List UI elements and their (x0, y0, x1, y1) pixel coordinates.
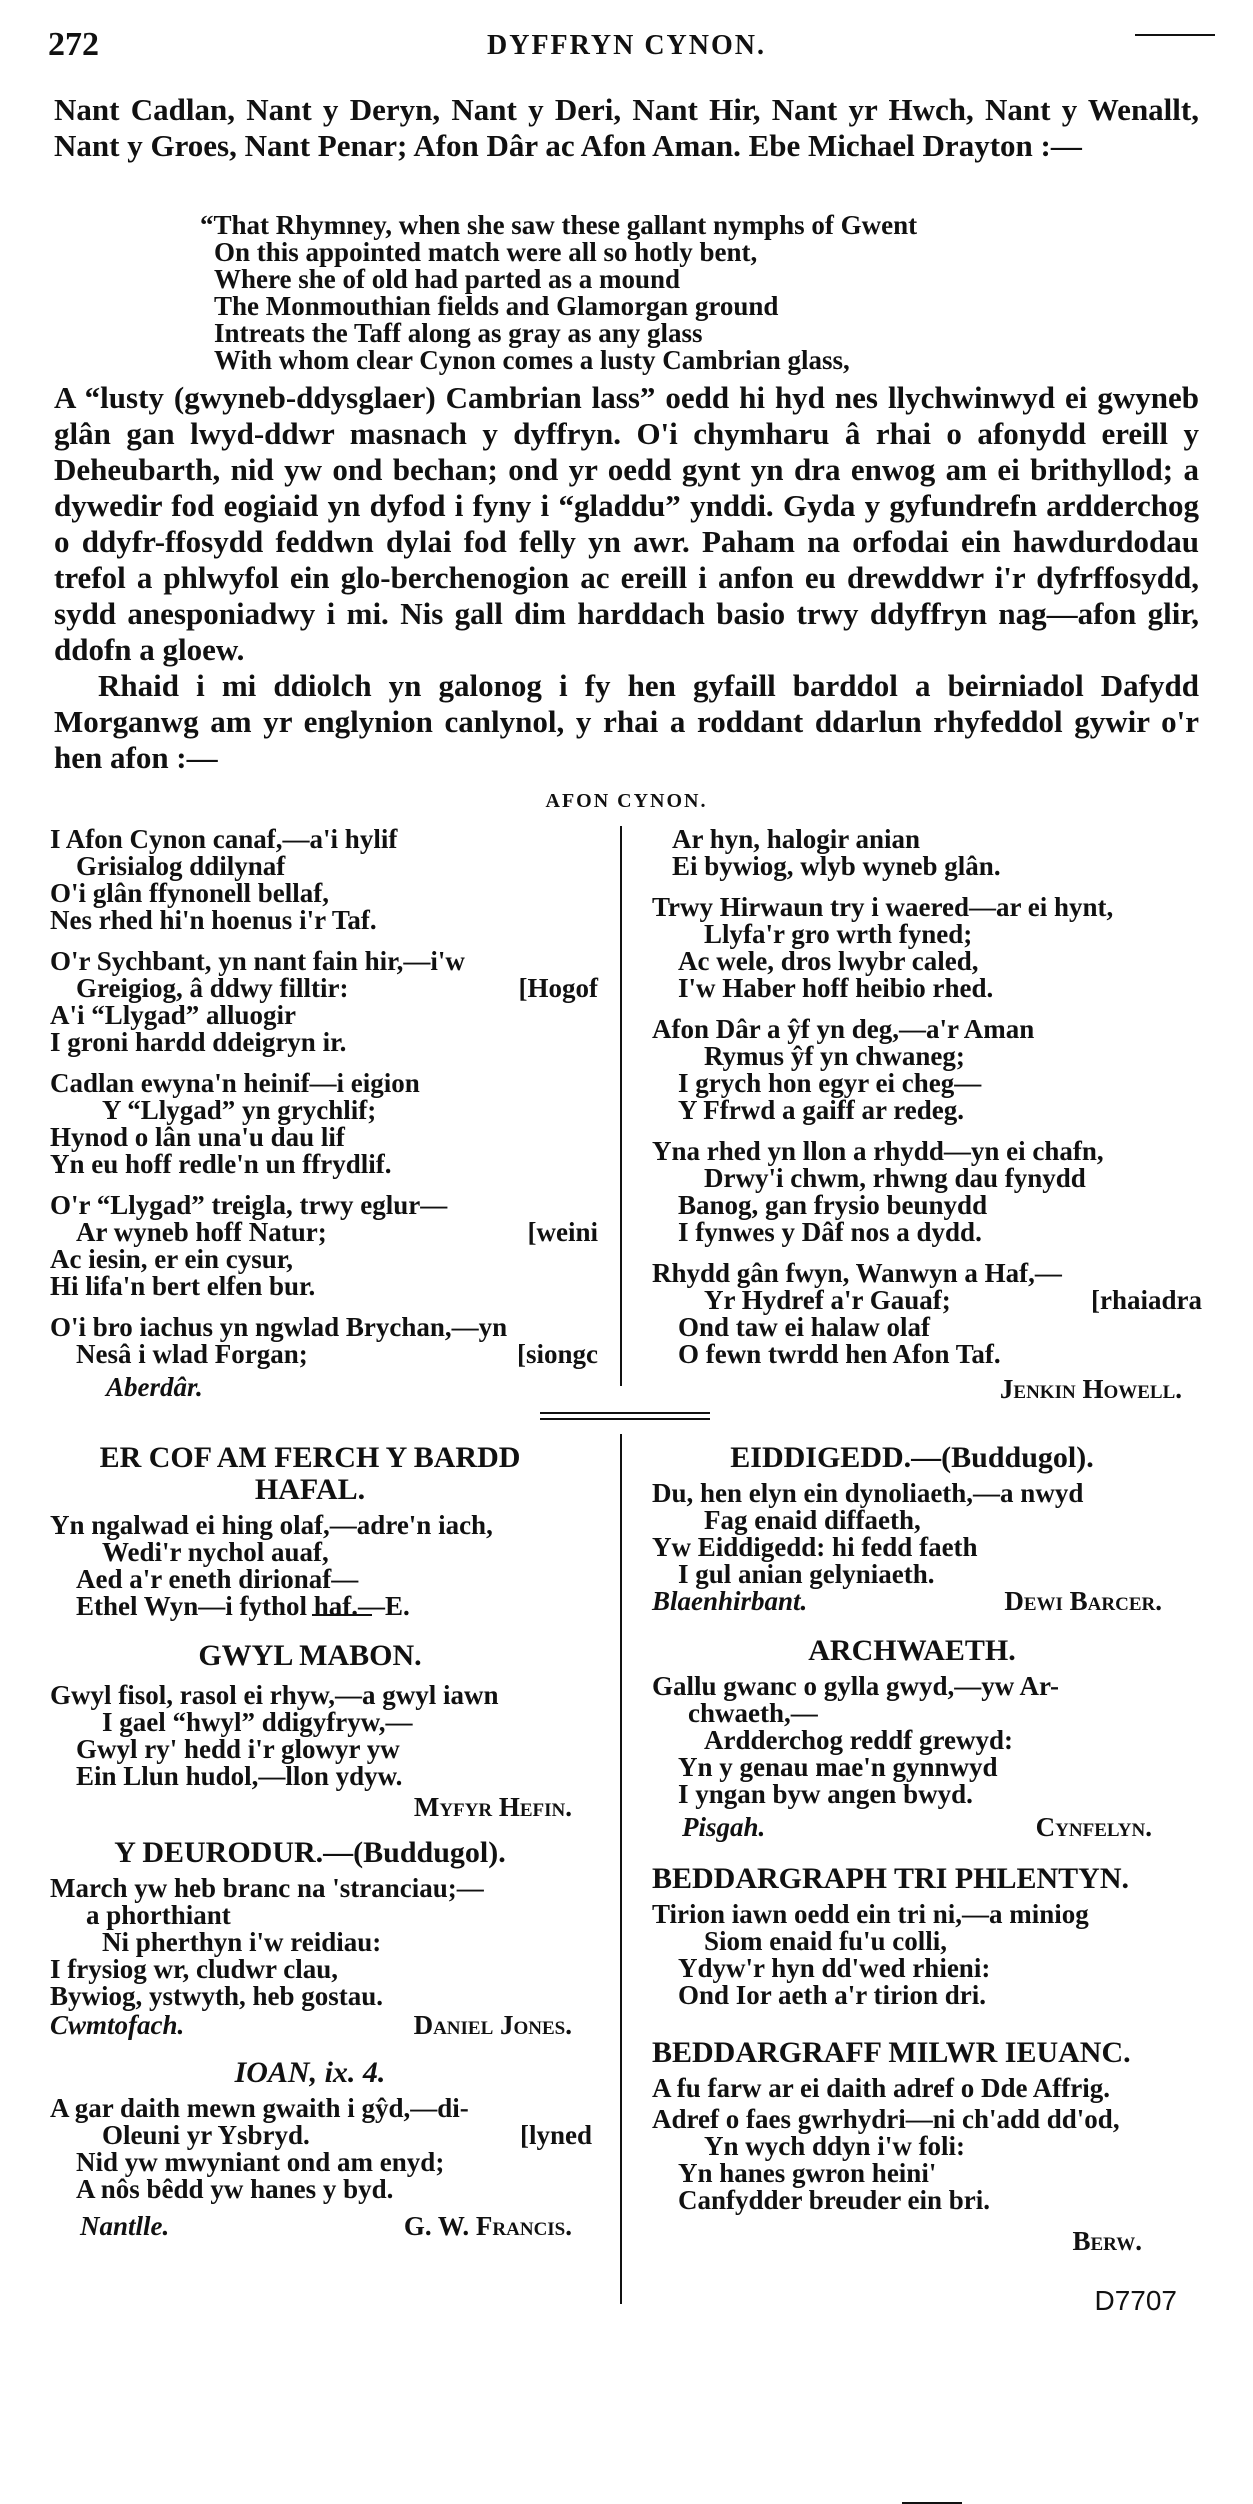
stanza (652, 894, 1202, 1002)
verse-line: Drwy'i chwm, rhwng dau fynydd (704, 1163, 1086, 1193)
verse-line: Ni pherthyn i'w reidiau: (102, 1927, 382, 1957)
verse-line: Banog, gan frysio beunydd (678, 1190, 988, 1220)
verse-line: Hynod o lân una'u dau lif (50, 1122, 345, 1152)
verse-line: Yn wych ddyn i'w foli: (704, 2131, 966, 2161)
verse-line: Afon Dâr a ŷf yn deg,—a'r Aman (652, 1014, 1035, 1044)
signature-line (652, 1588, 1202, 1615)
page-number: 272 (48, 26, 99, 63)
verse-line: O'i glân ffynonell bellaf, (50, 878, 330, 908)
stanza (50, 948, 598, 1056)
signature-line (652, 1814, 1202, 1841)
gwyl-mabon-title: GWYL MABON. (198, 1639, 422, 1672)
section-divider (540, 1412, 710, 1420)
verse-line: I groni hardd ddeigryn ir. (50, 1027, 347, 1057)
verse-line: Yn hanes gwron heini' (678, 2158, 937, 2188)
y-deurodur-poem (50, 1875, 602, 2039)
place-signature: Pisgah. (682, 1812, 766, 1842)
paragraph-1 (54, 92, 1199, 164)
stanza (652, 1138, 1202, 1246)
verse-line: Ein Llun hudol,—llon ydyw. (76, 1761, 403, 1791)
paragraph-2-text: A “lusty (gwyneb-ddysglaer) Cambrian lass” oedd hi hyd nes llychwinwyd ei gwyneb glân gan lwyd-ddwr masnach y dyffryn. O'i chymharu â rhai o afonydd ereill y Deheubarth, nid yw ond bechan; ond yr oedd gynt yn dra enwog am ei brithyllod; a dywedir fod eogiaid yn dyfod i fyny i “gladdu” ynddi. Gyda y gyfundrefn ardderchog o ddyfr-ffosydd feddwn dylai fod felly yn awr. Paham na orfodai ein hawdurdodau trefol a phlwyfol ein glo-berchenogion ac ereill i anfon eu drewddwr i'r dyfrffosydd, sydd anesponiadwy i mi. Nis gall dim harddach basio trwy ddyffryn nag—afon glir, ddofn a gloew. (54, 380, 1199, 667)
overflow-word: [siongc (517, 1339, 598, 1369)
intro-line: A fu farw ar ei daith adref o Dde Affrig. (652, 2073, 1110, 2103)
verse-line: I fynwes y Dâf nos a dydd. (678, 1217, 982, 1247)
ioan-title: IOAN, ix. 4. (234, 2056, 386, 2089)
verse-line (50, 2122, 602, 2149)
beddargraff-milwr-poem (652, 2075, 1202, 2255)
paragraph-3-text: Rhaid i mi ddiolch yn galonog i fy hen gyfaill barddol a beirniadol Dafydd Morganwg am yr englynion canlynol, y rhai a roddant ddarlun rhyfeddol gywir o'r hen afon :— (54, 668, 1199, 775)
stanza (50, 826, 598, 934)
verse-line: Grisialog ddilynaf (76, 851, 286, 881)
overflow-word: [lyned (519, 2120, 592, 2150)
verse-text: Greigiog, â ddwy filltir: (76, 973, 349, 1003)
verse-line: Yn eu hoff redle'n un ffrydlif. (50, 1149, 392, 1179)
verse-line: I gul anian gelyniaeth. (678, 1559, 935, 1589)
overflow-word: [weini (527, 1217, 598, 1247)
stanza (50, 1192, 598, 1300)
short-rule (312, 1614, 372, 1616)
catalog-number: D7707 (1094, 2285, 1177, 2316)
verse-line: Aed a'r eneth dirionaf— (76, 1564, 359, 1594)
author-signature: G. W. Francis. (403, 2211, 572, 2241)
paragraph-1-text: Nant Cadlan, Nant y Deryn, Nant y Deri, Nant Hir, Nant yr Hwch, Nant y Wenallt, Nant y Groes, Nant Penar; Afon Dâr ac Afon Aman. Ebe Michael Drayton :— (54, 92, 1199, 163)
verse-line: Ei bywiog, wlyb wyneb glân. (672, 851, 1001, 881)
author-signature: Cynfelyn. (1035, 1812, 1152, 1842)
drayton-quote (200, 212, 1200, 374)
running-head: DYFFRYN CYNON. (487, 30, 766, 61)
eiddigedd-poem (652, 1480, 1202, 1615)
quote-line: “That Rhymney, when she saw these gallant nymphs of Gwent (200, 210, 918, 240)
quote-line: The Monmouthian fields and Glamorgan ground (214, 291, 779, 321)
archwaeth-title: ARCHWAETH. (808, 1634, 1016, 1667)
verse-line: chwaeth,— (688, 1698, 818, 1728)
verse-text: Yr Hydref a'r Gauaf; (704, 1285, 951, 1315)
beddargraph-tri-title: BEDDARGRAPH TRI PHLENTYN. (652, 1862, 1129, 1895)
beddargraph-tri-poem (652, 1901, 1202, 2009)
afon-cynon-left-column (50, 826, 598, 1415)
verse-line: Ydyw'r hyn dd'wed rhieni: (678, 1953, 991, 1983)
signature-line (50, 2213, 602, 2240)
verse-line: Y Ffrwd a gaiff ar redeg. (678, 1095, 964, 1125)
verse-line: I Afon Cynon canaf,—a'i hylif (50, 824, 398, 854)
verse-line: A gar daith mewn gwaith i gŷd,—di- (50, 2093, 469, 2123)
verse-line: Ac wele, dros lwybr caled, (678, 946, 979, 976)
stanza (652, 826, 1202, 880)
lower-left-column (50, 1442, 602, 2240)
verse-line: Siom enaid fu'u colli, (704, 1926, 948, 1956)
verse-line: Ond taw ei halaw olaf (678, 1312, 931, 1342)
verse-text: Oleuni yr Ysbryd. (102, 2120, 310, 2150)
verse-line (50, 1341, 598, 1368)
eiddigedd-title: EIDDIGEDD.—(Buddugol). (730, 1441, 1094, 1474)
verse-line: Tirion iawn oedd ein tri ni,—a miniog (652, 1899, 1089, 1929)
verse-line: O'r Sychbant, yn nant fain hir,—i'w (50, 946, 465, 976)
beddargraff-milwr-title: BEDDARGRAFF MILWR IEUANC. (652, 2036, 1131, 2069)
author-signature: Dewi Barcer. (1004, 1586, 1162, 1616)
verse-line: Llyfa'r gro wrth fyned; (704, 919, 973, 949)
verse-line: Gwyl fisol, rasol ei rhyw,—a gwyl iawn (50, 1680, 499, 1710)
verse-line: A nôs bêdd yw hanes y byd. (76, 2174, 394, 2204)
verse-line: Adref o faes gwrhydri—ni ch'add dd'od, (652, 2104, 1120, 2134)
afon-cynon-right-column (652, 826, 1202, 1417)
verse-line: I yngan byw angen bwyd. (678, 1779, 973, 1809)
quote-line: On this appointed match were all so hotly bent, (214, 237, 758, 267)
verse-line (50, 1219, 598, 1246)
verse-line: Yna rhed yn llon a rhydd—yn ei chafn, (652, 1136, 1104, 1166)
overflow-word: [rhaiadra (1091, 1285, 1202, 1315)
place-signature: Blaenhirbant. (652, 1586, 808, 1616)
verse-line: Cadlan ewyna'n heinif—i eigion (50, 1068, 420, 1098)
ioan-poem (50, 2095, 602, 2240)
verse-line: Yw Eiddigedd: hi fedd faeth (652, 1532, 978, 1562)
verse-line: Ardderchog reddf grewyd: (704, 1725, 1013, 1755)
stanza (652, 1016, 1202, 1124)
signature-line (50, 2012, 602, 2039)
verse-line: Y “Llygad” yn grychlif; (102, 1095, 377, 1125)
y-deurodur-title: Y DEURODUR.—(Buddugol). (114, 1836, 506, 1869)
place-signature: Cwmtofach. (50, 2010, 185, 2040)
verse-line: Rhydd gân fwyn, Wanwyn a Haf,— (652, 1258, 1062, 1288)
stanza (50, 1314, 598, 1401)
stanza (652, 1260, 1202, 1403)
lower-right-column (652, 1442, 1202, 2255)
verse-line: a phorthiant (86, 1900, 231, 1930)
verse-line: Ond Ior aeth a'r tirion dri. (678, 1980, 987, 2010)
paragraph-3 (54, 668, 1199, 776)
verse-line: Hi lifa'n bert elfen bur. (50, 1271, 316, 1301)
overflow-word: [Hogof (518, 973, 598, 1003)
verse-line: O'r “Llygad” treigla, trwy eglur— (50, 1190, 448, 1220)
author-signature: Berw. (1072, 2226, 1142, 2256)
paragraph-2 (54, 380, 1199, 668)
er-cof-title: ER COF AM FERCH Y BARDD HAFAL. (99, 1441, 521, 1506)
verse-line: Wedi'r nychol auaf, (102, 1537, 329, 1567)
verse-line (50, 975, 598, 1002)
author-signature: Jenkin Howell. (999, 1374, 1182, 1404)
verse-line: Canfydder breuder ein bri. (678, 2185, 991, 2215)
verse-line: Nes rhed hi'n hoenus i'r Taf. (50, 905, 377, 935)
gwyl-mabon-poem (50, 1682, 602, 1821)
verse-line: I'w Haber hoff heibio rhed. (678, 973, 994, 1003)
verse-line: Nid yw mwyniant ond am enyd; (76, 2147, 445, 2177)
verse-line: March yw heb branc na 'stranciau;— (50, 1873, 484, 1903)
verse-line: Yn ngalwad ei hing olaf,—adre'n iach, (50, 1510, 493, 1540)
verse-line: Fag enaid diffaeth, (704, 1505, 921, 1535)
verse-line: Rymus ŷf yn chwaneg; (704, 1041, 965, 1071)
stanza (50, 1070, 598, 1178)
verse-text: Ar wyneb hoff Natur; (76, 1217, 327, 1247)
verse-line: Gwyl ry' hedd i'r glowyr yw (76, 1734, 400, 1764)
verse-line: I gael “hwyl” ddigyfryw,— (102, 1707, 413, 1737)
quote-line: Where she of old had parted as a mound (214, 264, 681, 294)
verse-line: Ar hyn, halogir anian (672, 824, 921, 854)
verse-line: A'i “Llygad” alluogir (50, 1000, 297, 1030)
verse-line: O'i bro iachus yn ngwlad Brychan,—yn (50, 1312, 508, 1342)
verse-line: Ac iesin, er ein cysur, (50, 1244, 293, 1274)
header-rule (1135, 34, 1215, 36)
archwaeth-poem (652, 1673, 1202, 1841)
verse-line: Bywiog, ystwyth, heb gostau. (50, 1981, 384, 2011)
quote-line: Intreats the Taff along as gray as any glass (214, 318, 703, 348)
verse-line: Ethel Wyn—i fythol haf.—E. (76, 1591, 410, 1621)
author-signature: Myfyr Hefin. (413, 1792, 572, 1822)
afon-cynon-title: AFON CYNON. (545, 790, 708, 812)
column-divider (620, 826, 622, 1386)
verse-line: I frysiog wr, cludwr clau, (50, 1954, 339, 1984)
er-cof-poem (50, 1512, 602, 1620)
column-divider (620, 1434, 622, 2304)
verse-text: Nesâ i wlad Forgan; (76, 1339, 308, 1369)
quote-line: With whom clear Cynon comes a lusty Cambrian glass, (214, 345, 850, 375)
place-signature: Nantlle. (80, 2211, 170, 2241)
author-signature: Daniel Jones. (413, 2010, 572, 2040)
verse-line: Trwy Hirwaun try i waered—ar ei hynt, (652, 892, 1114, 922)
verse-line: Du, hen elyn ein dynoliaeth,—a nwyd (652, 1478, 1084, 1508)
verse-line: Gallu gwanc o gylla gwyd,—yw Ar- (652, 1671, 1060, 1701)
place-signature: Aberdâr. (106, 1372, 203, 1402)
verse-line: I grych hon egyr ei cheg— (678, 1068, 982, 1098)
verse-line: O fewn twrdd hen Afon Taf. (678, 1339, 1001, 1369)
verse-line: Yn y genau mae'n gynnwyd (678, 1752, 998, 1782)
verse-line (652, 1287, 1202, 1314)
